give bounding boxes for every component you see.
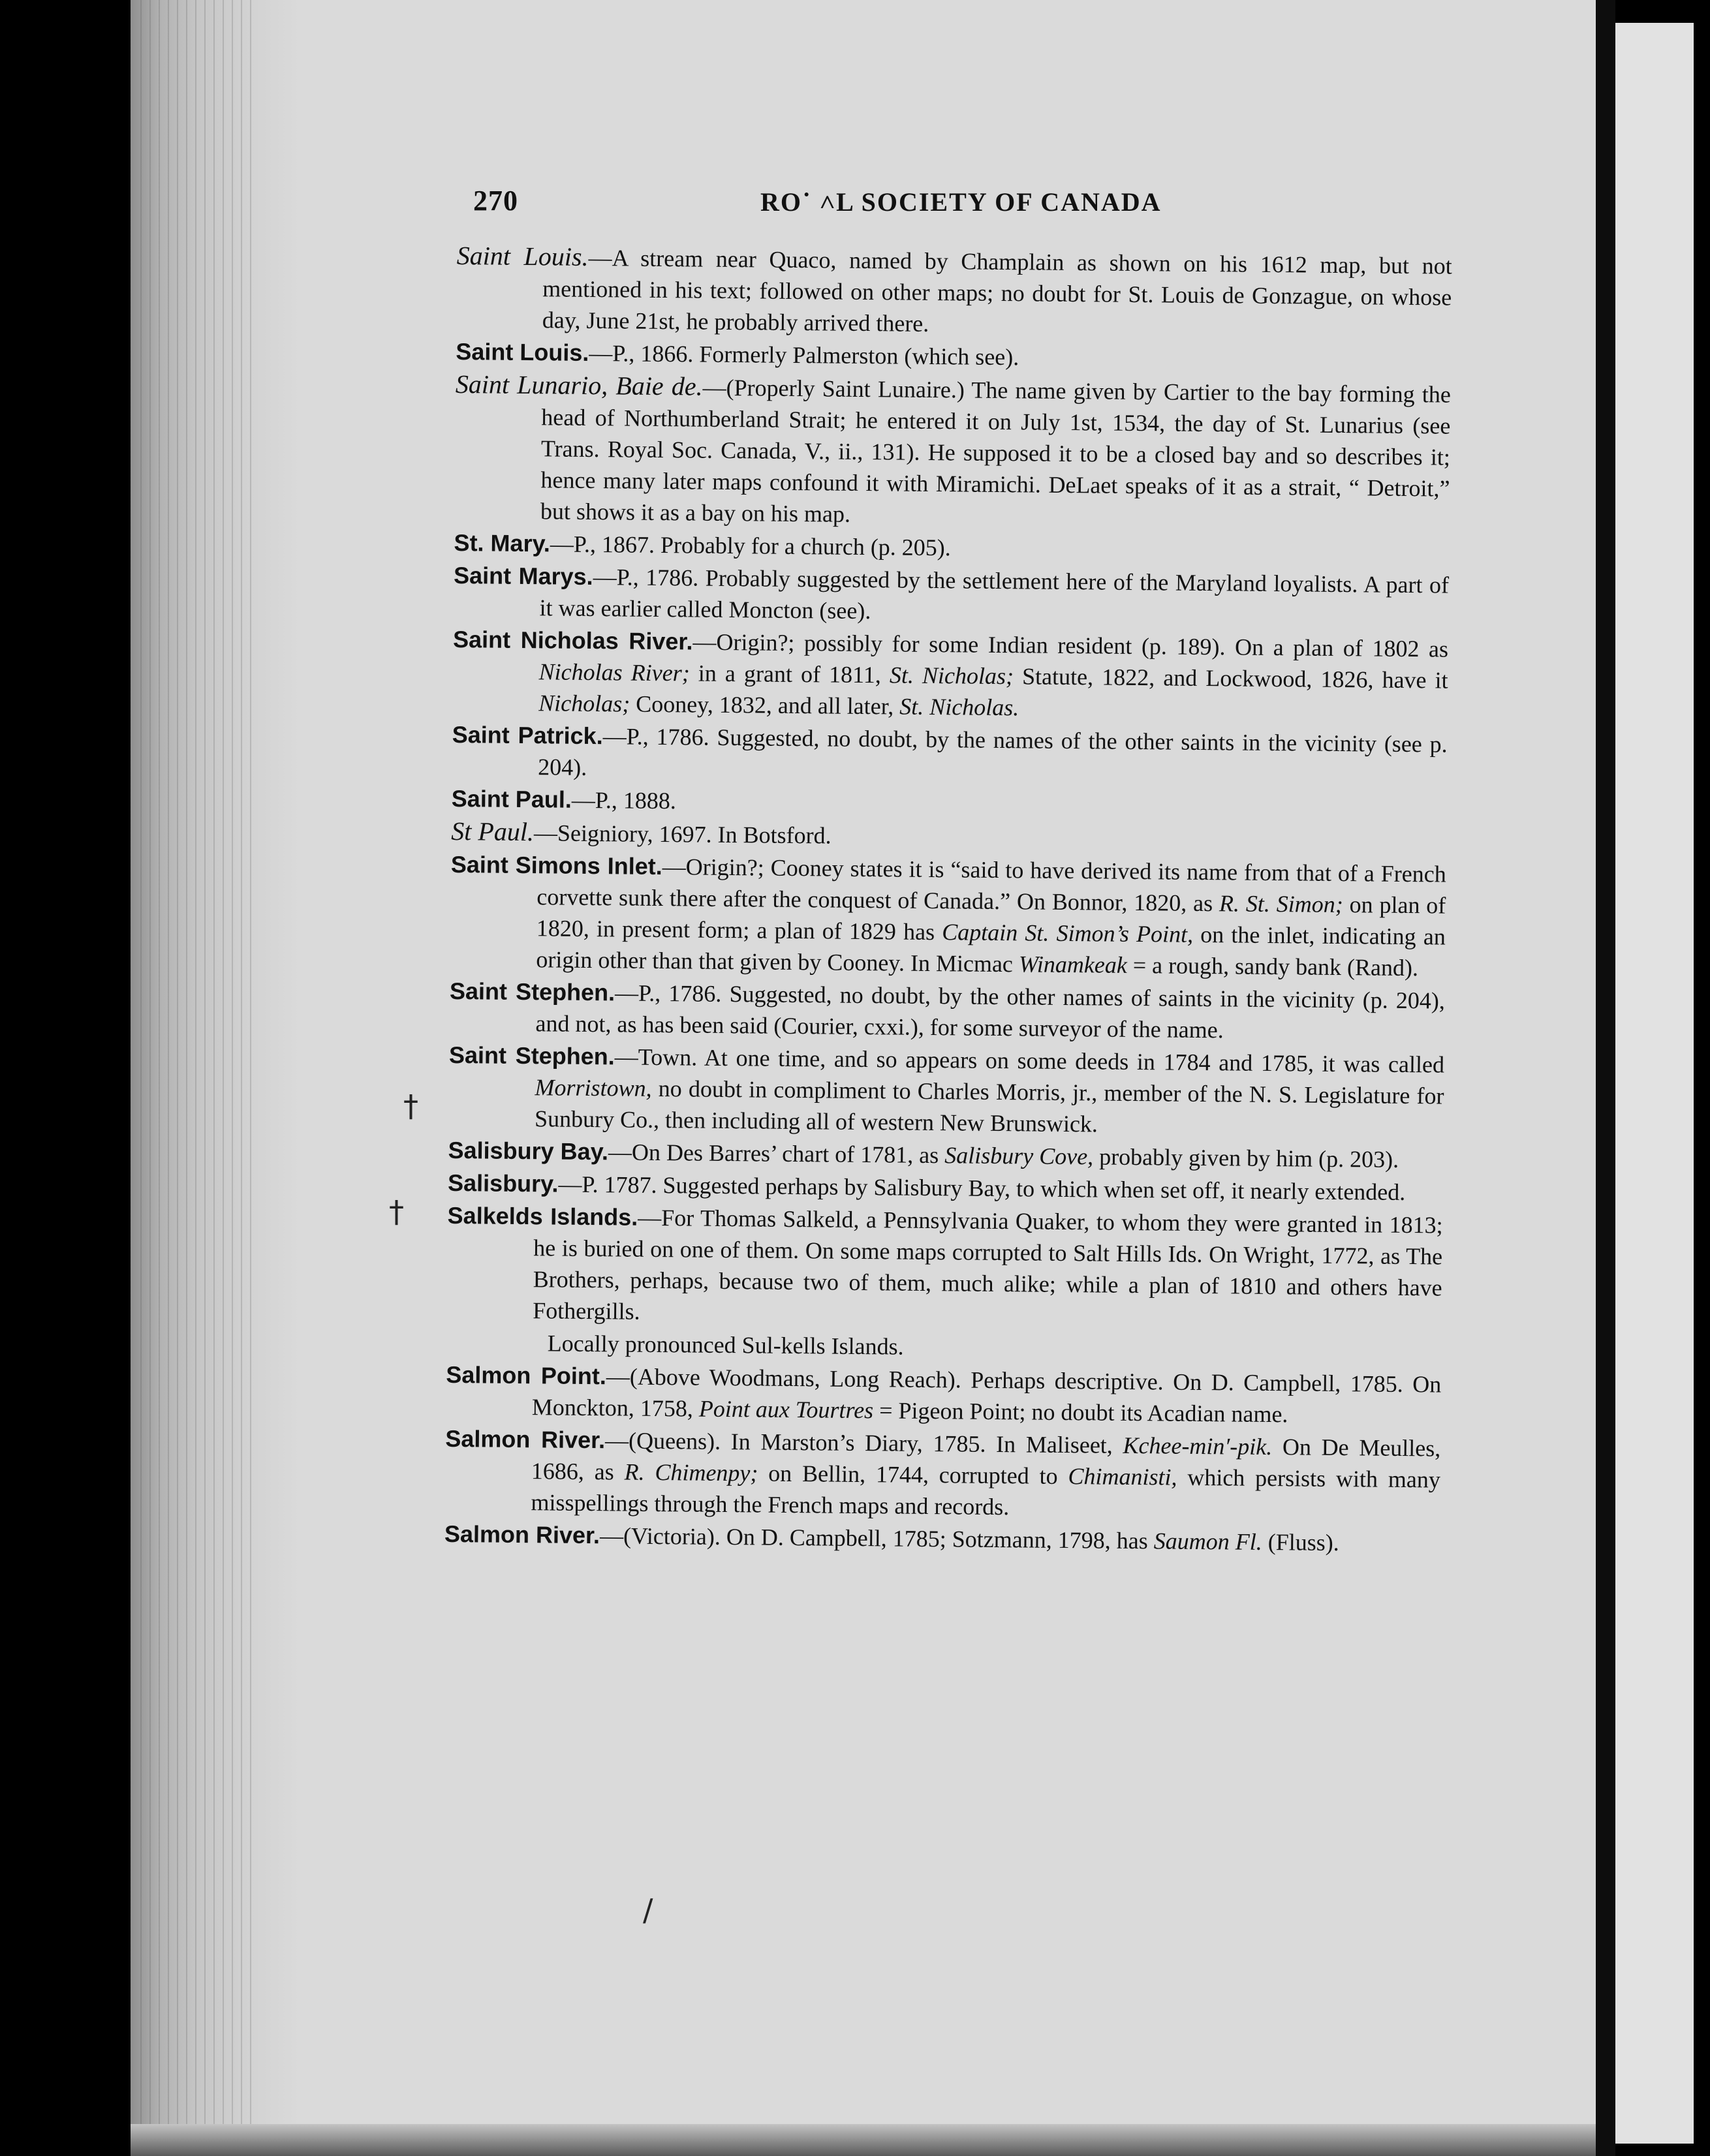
entry-text: on the inlet, indicating an origin other than that given by Cooney. In Micmac (536, 921, 1446, 978)
entry (446, 1359, 1442, 1432)
entry-text: —P., 1786. Probably suggested by the settlement here of the Maryland loyalists. A part of it was earlier called Moncton (see). (539, 564, 1450, 624)
entry-text: (Fluss). (1262, 1528, 1339, 1556)
entry-text: —Origin?; possibly for some Indian resident (p. 189). On a plan of 1802 as (692, 628, 1449, 662)
entry-italic-text: Nicholas; (538, 690, 630, 717)
margin-mark: † (403, 1088, 418, 1124)
margin-mark: † (389, 1194, 404, 1229)
entry-headword: Salmon River. (445, 1424, 606, 1454)
entry-text: —P., 1867. Probably for a church (p. 205). (550, 531, 951, 561)
entry-text: —P., 1786. Suggested, no doubt, by the other names of saints in the vicinity (p. 204), and not, as has been said (Courier, cxxi.), for some surveyor of the name. (535, 979, 1446, 1043)
entry-text: on Bellin, 1744, corrupted to (758, 1460, 1068, 1490)
entry-headword: Saint Louis. (456, 337, 589, 366)
entry-text: —(Queens). In Marston’s Diary, 1785. In Maliseet, (604, 1427, 1123, 1458)
entry (448, 1040, 1444, 1143)
entry-text: —A stream near Quaco, named by Champlain as shown on his 1612 map, but not mentioned in his text; followed on other maps; no doubt for St. Louis de Gonzague, on whose day, June 21st, he probably arrived there. (542, 244, 1452, 337)
entry-text: —P., 1866. Formerly Palmerston (which see). (589, 339, 1019, 371)
entry-text: —For Thomas Salkeld, a Pennsylvania Quaker, to whom they were granted in 1813; he is buried on one of them. On some maps corrupted to Salt Hills Ids. On Wright, 1772, as The Brothers, perhaps, because two of them, much alike; while a plan of 1810 and others have Fothergills. (533, 1204, 1443, 1325)
entry-headword: Saint Paul. (451, 784, 572, 813)
entry-text: —(Victoria). On D. Campbell, 1785; Sotzmann, 1798, has (599, 1522, 1154, 1554)
entry-italic-text: Saumon Fl. (1153, 1528, 1262, 1555)
entry-italic-text: Winamkeak (1018, 951, 1128, 978)
entry-italic-text: St. Nicholas; (889, 662, 1014, 690)
entry-headword: Saint Patrick. (452, 720, 603, 750)
entry-text: —On Des Barres’ chart of 1781, as (608, 1139, 945, 1169)
entry (452, 719, 1448, 792)
entry-italic-text: R. St. Simon; (1219, 890, 1343, 918)
entry-text: —Seigniory, 1697. In Botsford. (533, 820, 832, 849)
entry-text: —Town. At one time, and so appears on some deeds in 1784 and 1785, it was called (614, 1043, 1445, 1078)
entry-headword: Saint Nicholas River. (452, 625, 693, 655)
entry (454, 369, 1451, 536)
pencil-mark: / (643, 1892, 653, 1928)
entry-text: —Origin?; Cooney states it is “said to have derived its name from that of a French corvette sunk there after the conquest of Canada.” On Bonnor, 1820, as (536, 854, 1446, 917)
entry-headword: Salmon Point. (446, 1361, 607, 1390)
entry-italic-text: Captain St. Simon’s Point, (942, 919, 1194, 947)
entry-italic-text: Nicholas River; (538, 658, 690, 686)
entry-headword: Saint Stephen. (448, 1041, 615, 1070)
entry-headword: St Paul. (451, 816, 535, 847)
entry-italic-text: Chimanisti, (1068, 1463, 1177, 1490)
entry-headword: Saint Simons Inlet. (450, 850, 662, 880)
entry (449, 976, 1445, 1048)
entry-text: On De Meulles, 1686, as (531, 1434, 1441, 1485)
entry-text: no doubt in compliment to Charles Morris, jr., member of the N. S. Legislature for Sunbury Co., then including all of western New Brunswick. (534, 1075, 1444, 1137)
entry-text: on plan of 1820, in present form; a plan of 1829 has (536, 891, 1446, 946)
entry-text: in a grant of 1811, (689, 660, 890, 688)
entry (444, 1423, 1440, 1527)
entry (452, 624, 1448, 728)
entry (453, 560, 1449, 632)
book-gutter (1596, 0, 1615, 2156)
entry-italic-text: St. Nicholas. (899, 693, 1019, 721)
page-bottom-shadow (131, 2124, 1596, 2156)
entry-text: —(Properly Saint Lunaire.) The name given by Cartier to the bay forming the head of Northumberland Strait; he entered it on July 1st, 1534, the day of St. Lunarius (see Trans. Royal Soc. Canada, V., ii., 131). He supposed it to be a closed bay and so describes it; hence many later maps confound it with Miramichi. DeLaet speaks of it as a strait, “ Detroit,” but shows it as a bay on his map. (540, 374, 1451, 527)
adjacent-page-edge (1615, 23, 1694, 2144)
entry-headword: Salmon River. (444, 1520, 600, 1549)
entry-text: —(Above Woodmans, Long Reach). Perhaps descriptive. On D. Campbell, 1785. On Monckton, 1758, (531, 1363, 1442, 1422)
entry-headword: Saint Lunario, Baie de. (455, 369, 703, 401)
entry-italic-text: R. Chimenpy; (624, 1458, 758, 1486)
entry-text: probably given by him (p. 203). (1093, 1143, 1399, 1173)
entry-italic-text: Point aux Tourtres (698, 1395, 874, 1424)
running-head: RO˙ ˄L SOCIETY OF CANADA (760, 187, 1162, 217)
entry-headword: Salisbury. (447, 1169, 559, 1197)
entry-text: —P., 1786. Suggested, no doubt, by the names of the other saints in the vicinity (see p. 204). (538, 723, 1448, 780)
entry-text: —P., 1888. (571, 786, 677, 814)
entry-text: = Pigeon Point; no doubt its Acadian name. (873, 1397, 1288, 1428)
page-number: 270 (473, 185, 518, 217)
entry (450, 849, 1446, 984)
entry-note: Locally pronounced Sul-kells Islands. (547, 1330, 904, 1360)
entry-headword: Salisbury Bay. (448, 1136, 609, 1165)
entry-italic-text: Salisbury Cove, (944, 1142, 1094, 1170)
entry-text: Statute, 1822, and Lockwood, 1826, have it (1013, 663, 1448, 694)
entry-headword: Saint Louis. (456, 240, 589, 271)
entry-italic-text: Morristown, (535, 1074, 652, 1101)
entry (456, 240, 1452, 345)
entry-text: which persists with many misspellings through the French maps and records. (531, 1464, 1441, 1520)
entry-headword: Saint Marys. (453, 561, 593, 591)
entry (446, 1200, 1443, 1335)
entry-italic-text: Kchee-min′-pik. (1123, 1432, 1273, 1460)
entry-headword: Saint Stephen. (449, 977, 615, 1006)
gazetteer-entries (444, 240, 1452, 1561)
entry-text: —P. 1787. Suggested perhaps by Salisbury Bay, to which when set off, it nearly extended. (558, 1171, 1406, 1206)
entry-headword: St. Mary. (454, 529, 551, 557)
entry-text: = a rough, sandy bank (Rand). (1127, 951, 1419, 981)
entry-text: Cooney, 1832, and all later, (629, 690, 900, 720)
entry-headword: Salkelds Islands. (447, 1201, 638, 1231)
page-edge-lines (140, 0, 258, 2156)
